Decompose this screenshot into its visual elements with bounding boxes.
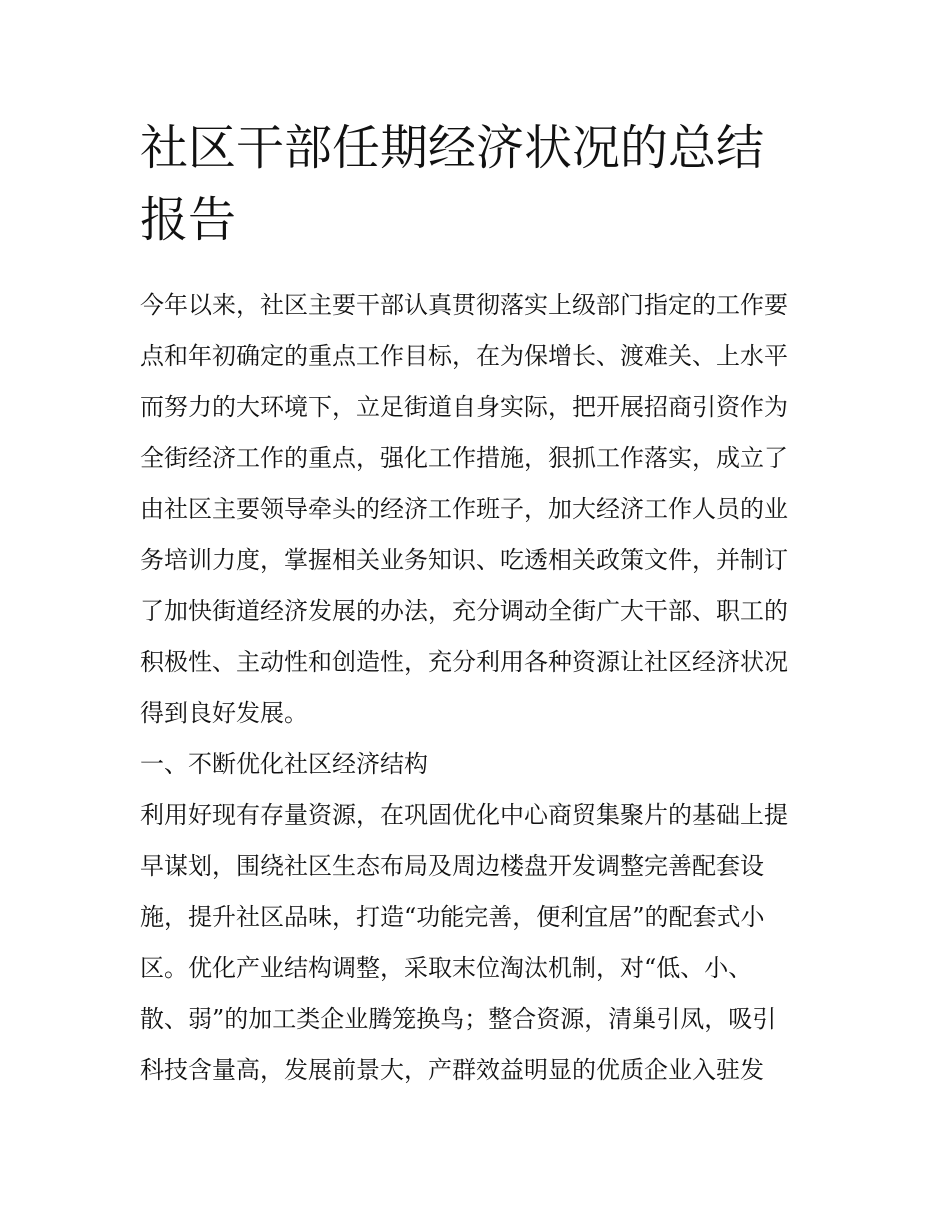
section-paragraph: 利用好现有存量资源，在巩固优化中心商贸集聚片的基础上提 早谋划，围绕社区生态布局及周边楼盘开发调整完善配套设 施，提升社区品味，打造“功能完善，便利宜居”的配套式小 区。优化产业结构调整，采取末位淘汰机制，对“低、小、 散、弱”的加工类企业腾笼换鸟；整合资源，清巢引凤，吸引 科技含量高，发展前景大，产群效益明显的优质企业入驻发 (140, 801, 788, 1084)
intro-paragraph: 今年以来，社区主要干部认真贯彻落实上级部门指定的工作要 点和年初确定的重点工作目标，在为保增长、渡难关、上水平 而努力的大环境下，立足街道自身实际，把开展招商引资作为 全街经济工作的重点，强化工作措施，狠抓工作落实，成立了 由社区主要领导牵头的经济工作班子，加大经济工作人员的业 务培训力度，掌握相关业务知识、吃透相关政策文件，并制订 了加快街道经济发展的办法，充分调动全街广大干部、职工的 积极性、主动性和创造性，充分利用各种资源让社区经济状况 得到良好发展。 (140, 291, 788, 727)
section-heading: 一、不断优化社区经济结构 (140, 750, 428, 778)
document-content (140, 112, 812, 1096)
document-title: 社区干部任期经济状况的总结 报告 (140, 120, 765, 248)
